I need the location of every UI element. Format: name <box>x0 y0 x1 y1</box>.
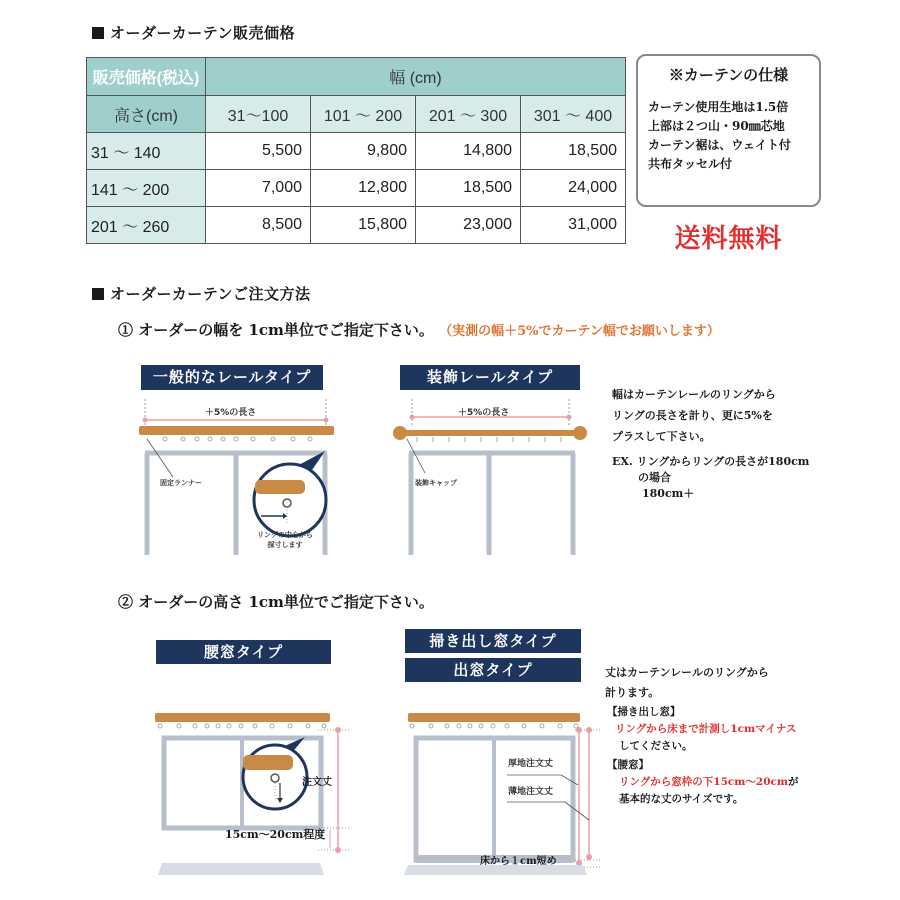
table-row <box>87 207 626 244</box>
price-table <box>86 57 626 244</box>
price-cell: 15,800 <box>311 207 416 244</box>
floor-window-label: 掃き出し窓タイプ <box>405 629 581 653</box>
floor-window-rule: リングから床まで計測し1cmマイナス <box>615 723 797 735</box>
price-cell: 9,800 <box>311 133 416 170</box>
ring-center-label <box>250 530 320 550</box>
price-cell: 8,500 <box>206 207 311 244</box>
thick-order-length-label: 厚地注文丈 <box>508 759 554 769</box>
width-explanation-line: 幅はカーテンレールのリングから <box>612 388 776 401</box>
table-row <box>87 170 626 207</box>
price-section-title <box>92 22 295 43</box>
waist-window-tail: 基本的な丈のサイズです。 <box>619 793 744 805</box>
price-cell: 12,800 <box>311 170 416 207</box>
width-explanation-line: プラスして下さい。 <box>612 430 711 443</box>
width-range: 201 〜 300 <box>416 96 521 133</box>
height-explanation-line: 丈はカーテンレールのリングから <box>605 666 769 679</box>
plus5-length-label: ＋5%の長さ <box>205 408 257 418</box>
height-explanation <box>605 663 769 703</box>
floor-window-diagram <box>400 705 610 875</box>
ring-center-label-line1: リングの中心から <box>257 531 313 539</box>
waist-window-suffix: が <box>788 776 799 788</box>
table-row <box>87 133 626 170</box>
fixed-runner-label: 固定ランナー <box>160 479 202 487</box>
table-corner-label: 販売価格(税込) <box>87 58 206 96</box>
floor-gap-label: 床から１cm短め <box>480 856 557 867</box>
width-explanation-line: リングの長さを計り、更に5%を <box>612 409 773 422</box>
width-range: 301 〜 400 <box>521 96 626 133</box>
step2-heading: ② オーダーの高さ 1cm単位でご指定下さい。 <box>118 593 434 611</box>
height-range: 31 〜 140 <box>87 133 206 170</box>
general-rail-label: 一般的なレールタイプ <box>141 365 323 390</box>
waist-window-head: 【腰窓】 <box>607 759 649 771</box>
width-header: 幅 (cm) <box>206 58 626 96</box>
bay-window-label: 出窓タイプ <box>405 658 581 682</box>
waist-window-diagram <box>150 705 365 875</box>
order-length-label: 注文丈 <box>302 777 332 788</box>
floor-window-tail: してください。 <box>619 740 693 752</box>
price-cell: 18,500 <box>521 133 626 170</box>
price-cell: 31,000 <box>521 207 626 244</box>
step1-note: （実測の幅＋5%でカーテン幅でお願いします） <box>439 324 720 339</box>
price-cell: 5,500 <box>206 133 311 170</box>
decor-rail-label: 装飾レールタイプ <box>400 365 580 390</box>
spec-box <box>636 54 821 207</box>
waist-window-label: 腰窓タイプ <box>156 640 331 664</box>
width-example <box>612 454 809 502</box>
spec-line: 上部は２つ山・90㎜芯地 <box>648 119 785 133</box>
square-bullet-icon <box>92 288 104 300</box>
price-section-title-text: オーダーカーテン販売価格 <box>110 24 295 42</box>
height-range: 141 〜 200 <box>87 170 206 207</box>
width-explanation <box>612 384 776 447</box>
price-cell: 18,500 <box>416 170 521 207</box>
square-bullet-icon <box>92 27 104 39</box>
spec-line: カーテン使用生地は1.5倍 <box>648 100 789 114</box>
step1-heading <box>118 319 720 340</box>
spec-title: ※カーテンの仕様 <box>668 66 789 84</box>
waist-window-rule: リングから窓枠の下15cm〜20cm <box>619 776 789 788</box>
price-cell: 14,800 <box>416 133 521 170</box>
gap-label: 15cm〜20cm程度 <box>225 828 326 841</box>
height-rules <box>607 704 799 808</box>
free-shipping-label: 送料無料 <box>674 224 783 254</box>
price-cell: 7,000 <box>206 170 311 207</box>
spec-lines <box>648 98 791 174</box>
spec-line: 共布タッセル付 <box>648 157 733 171</box>
thin-order-length-label: 薄地注文丈 <box>508 787 554 797</box>
price-cell: 24,000 <box>521 170 626 207</box>
example-line1: リングからリングの長さが180cm <box>636 455 810 468</box>
example-line2: の場合 <box>638 471 671 484</box>
ring-center-label-line2: 採寸します <box>267 541 303 549</box>
step1-text: ① オーダーの幅を 1cm単位でご指定下さい。 <box>118 321 434 339</box>
decor-cap-label: 装飾キャップ <box>415 479 457 487</box>
plus5-length-label-decor: ＋5%の長さ <box>458 408 510 418</box>
height-range: 201 〜 260 <box>87 207 206 244</box>
order-section-title-text: オーダーカーテンご注文方法 <box>110 285 311 303</box>
spec-line: カーテン裾は、ウェイト付 <box>648 138 791 152</box>
price-cell: 23,000 <box>416 207 521 244</box>
example-prefix: EX. <box>612 455 633 468</box>
width-range: 31〜100 <box>206 96 311 133</box>
example-line3: 180cm＋ <box>642 487 695 500</box>
width-range: 101 〜 200 <box>311 96 416 133</box>
height-explanation-line: 計ります。 <box>605 686 660 699</box>
height-header: 高さ(cm) <box>87 96 206 133</box>
floor-window-head: 【掃き出し窓】 <box>607 706 681 718</box>
order-section-title <box>92 283 310 304</box>
